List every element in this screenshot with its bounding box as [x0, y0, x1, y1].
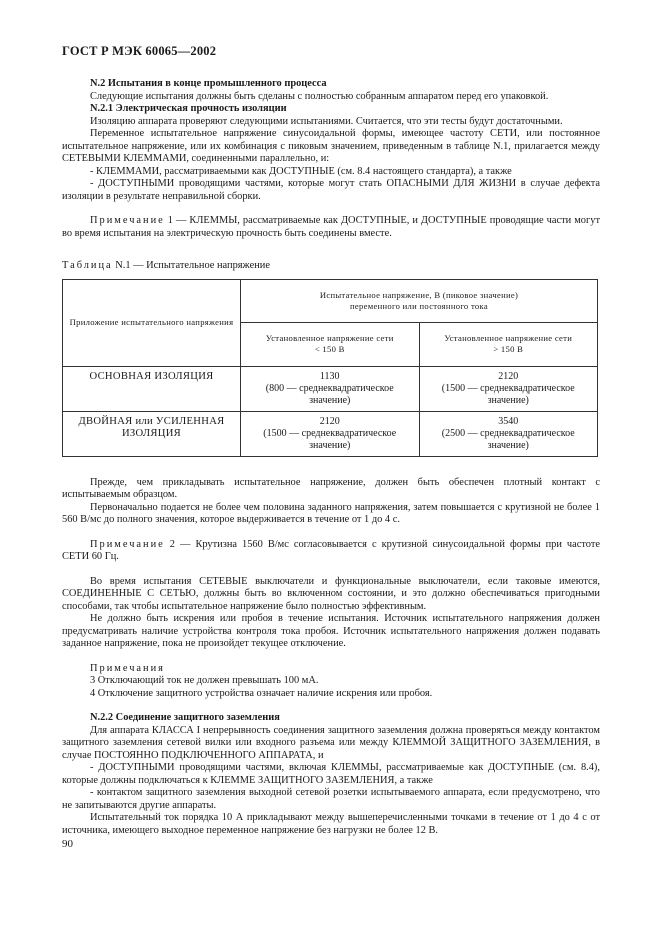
- table-header-test-voltage: [241, 279, 598, 323]
- row-label-line: ДВОЙНАЯ или УСИЛЕННАЯ: [78, 415, 225, 427]
- document-header: ГОСТ Р МЭК 60065—2002: [62, 44, 217, 58]
- cell-line: (1500 — среднеквадратическое: [441, 382, 575, 394]
- cell-line: (1500 — среднеквадратическое: [263, 427, 397, 439]
- list-item: - ДОСТУПНЫМИ проводящими частями, включая КЛЕММЫ, рассматриваемые как ДОСТУПНЫЕ (см. 8.4), которые должны подключаться к КЛЕММЕ ЗАЩИТНОГО ЗАЗЕМЛЕНИЯ, а также: [62, 762, 600, 786]
- header-line: Испытательное напряжение, В (пиковое значение): [319, 289, 519, 300]
- table-header-application: Приложение испытательного напряжения: [63, 279, 241, 366]
- row-label: [63, 411, 241, 456]
- list-item: - контактом защитного заземления выходной сетевой розетки испытываемого аппарата, если предусмотрено, что не запитываются другие аппараты.: [62, 787, 600, 811]
- paragraph: Первоначально подается не более чем половина заданного напряжения, затем повышается с крутизной не более 1 560 В/мс до полного значения, которое выдерживается в течение от 1 до 4 с.: [62, 501, 600, 525]
- table-caption-label: Таблица: [62, 260, 113, 271]
- table-subheader-high: [419, 323, 598, 367]
- table-caption-text: N.1 — Испытательное напряжение: [115, 260, 270, 271]
- paragraph: Для аппарата КЛАССА I непрерывность соединения защитного заземления должна проверяться между контактом защитного заземления сетевой вилки или входного разъема или между КЛЕММОЙ ЗАЩИТНОГО ЗАЗЕМЛЕНИЯ, в случае ПОСТОЯННО ПОДКЛЮЧЕННОГО АППАРАТА, и: [62, 724, 600, 761]
- note-label: Примечание: [90, 215, 165, 226]
- cell-line: 3540: [498, 415, 519, 427]
- table-cell: [419, 411, 598, 456]
- subheader-line: Установленное напряжение сети: [265, 333, 394, 344]
- cell-line: (800 — среднеквадратическое: [265, 382, 394, 394]
- test-voltage-table: [62, 279, 598, 457]
- subheader-line: Установленное напряжение сети: [444, 333, 573, 344]
- header-line: переменного или постоянного тока: [350, 300, 488, 311]
- document-body: [62, 78, 600, 837]
- paragraph: Во время испытания СЕТЕВЫЕ выключатели и функциональные выключатели, если таковые имеются, СОЕДИНЕННЫЕ С СЕТЬЮ, должны быть во включенном состоянии, и это должно обеспечиваться пригодными способами, так чтобы испытательное напряжение было полностью эффективным.: [62, 575, 600, 612]
- cell-line: значение): [487, 439, 529, 451]
- section-heading-n21: N.2.1 Электрическая прочность изоляции: [90, 103, 287, 114]
- cell-line: 2120: [498, 370, 519, 382]
- paragraph: Испытательный ток порядка 10 А прикладывают между вышеперечисленными точками в течение от 1 до 4 с от источника, имеющего выходное переменное напряжение без нагрузки не более 12 В.: [62, 812, 600, 836]
- row-label: [63, 366, 241, 411]
- note-text: 1 — КЛЕММЫ, рассматриваемые как ДОСТУПНЫЕ, и ДОСТУПНЫЕ проводящие части могут во время испытания на электрическую прочность быть соединены вместе.: [62, 215, 600, 239]
- cell-line: 1130: [319, 370, 340, 382]
- note-3: 3 Отключающий ток не должен превышать 100 мА.: [90, 675, 319, 686]
- page-number: 90: [62, 838, 73, 850]
- cell-line: значение): [487, 394, 529, 406]
- cell-line: значение): [309, 394, 351, 406]
- paragraph: Следующие испытания должны быть сделаны с полностью собранным аппаратом перед его упаковкой.: [90, 90, 549, 102]
- note-2: [62, 539, 600, 564]
- paragraph: Переменное испытательное напряжение синусоидальной формы, имеющее частоту СЕТИ, или постоянное испытательное напряжение, или их комбинация с пиковым значением, приведенным в таблице N.1, прилагается между СЕТЕВЫМИ КЛЕММАМИ, соединенными параллельно, и:: [62, 128, 600, 164]
- section-heading-n22: N.2.2 Соединение защитного заземления: [90, 712, 280, 723]
- note-1: [62, 215, 600, 240]
- note-4: 4 Отключение защитного устройства означает наличие искрения или пробоя.: [90, 687, 433, 699]
- paragraph: Изоляцию аппарата проверяют следующими испытаниями. Считается, что эти тесты будут достаточными.: [90, 115, 563, 127]
- subheader-line: > 150 В: [493, 344, 524, 355]
- note-text: 2 — Крутизна 1560 В/мс согласовывается с крутизной синусоидальной формы при частоте СЕТИ 60 Гц.: [62, 538, 600, 562]
- table-row: [63, 411, 598, 456]
- row-label-line: ИЗОЛЯЦИЯ: [121, 427, 182, 439]
- table-caption: [62, 260, 600, 273]
- table-subheader-low: [241, 323, 420, 367]
- paragraph: Не должно быть искрения или пробоя в течение испытания. Источник испытательного напряжения должен предусматривать наличие устройства контроля тока пробоя. Источник испытательного напряжения должен подавать заданное напряжение, пока не произойдет текущее отключение.: [62, 613, 600, 649]
- paragraph: Прежде, чем прикладывать испытательное напряжение, должен быть обеспечен плотный контакт с испытываемым образцом.: [62, 476, 600, 500]
- table-cell: [419, 366, 598, 411]
- cell-line: значение): [309, 439, 351, 451]
- list-item: - КЛЕММАМИ, рассматриваемыми как ДОСТУПНЫЕ (см. 8.4 настоящего стандарта), а также: [90, 165, 512, 177]
- subheader-line: < 150 В: [314, 344, 345, 355]
- note-label: Примечание: [90, 538, 165, 550]
- section-heading-n2: N.2 Испытания в конце промышленного процесса: [90, 78, 327, 89]
- table-cell: [241, 411, 420, 456]
- cell-line: (2500 — среднеквадратическое: [441, 427, 575, 439]
- table-row: [63, 366, 598, 411]
- notes-label: Примечания: [90, 662, 165, 674]
- row-label-line: ОСНОВНАЯ ИЗОЛЯЦИЯ: [89, 370, 214, 382]
- cell-line: 2120: [319, 415, 340, 427]
- table-cell: [241, 366, 420, 411]
- list-item: - ДОСТУПНЫМИ проводящими частями, которые могут стать ОПАСНЫМИ ДЛЯ ЖИЗНИ в случае дефекта изоляции в результате неправильной сборки.: [62, 178, 600, 202]
